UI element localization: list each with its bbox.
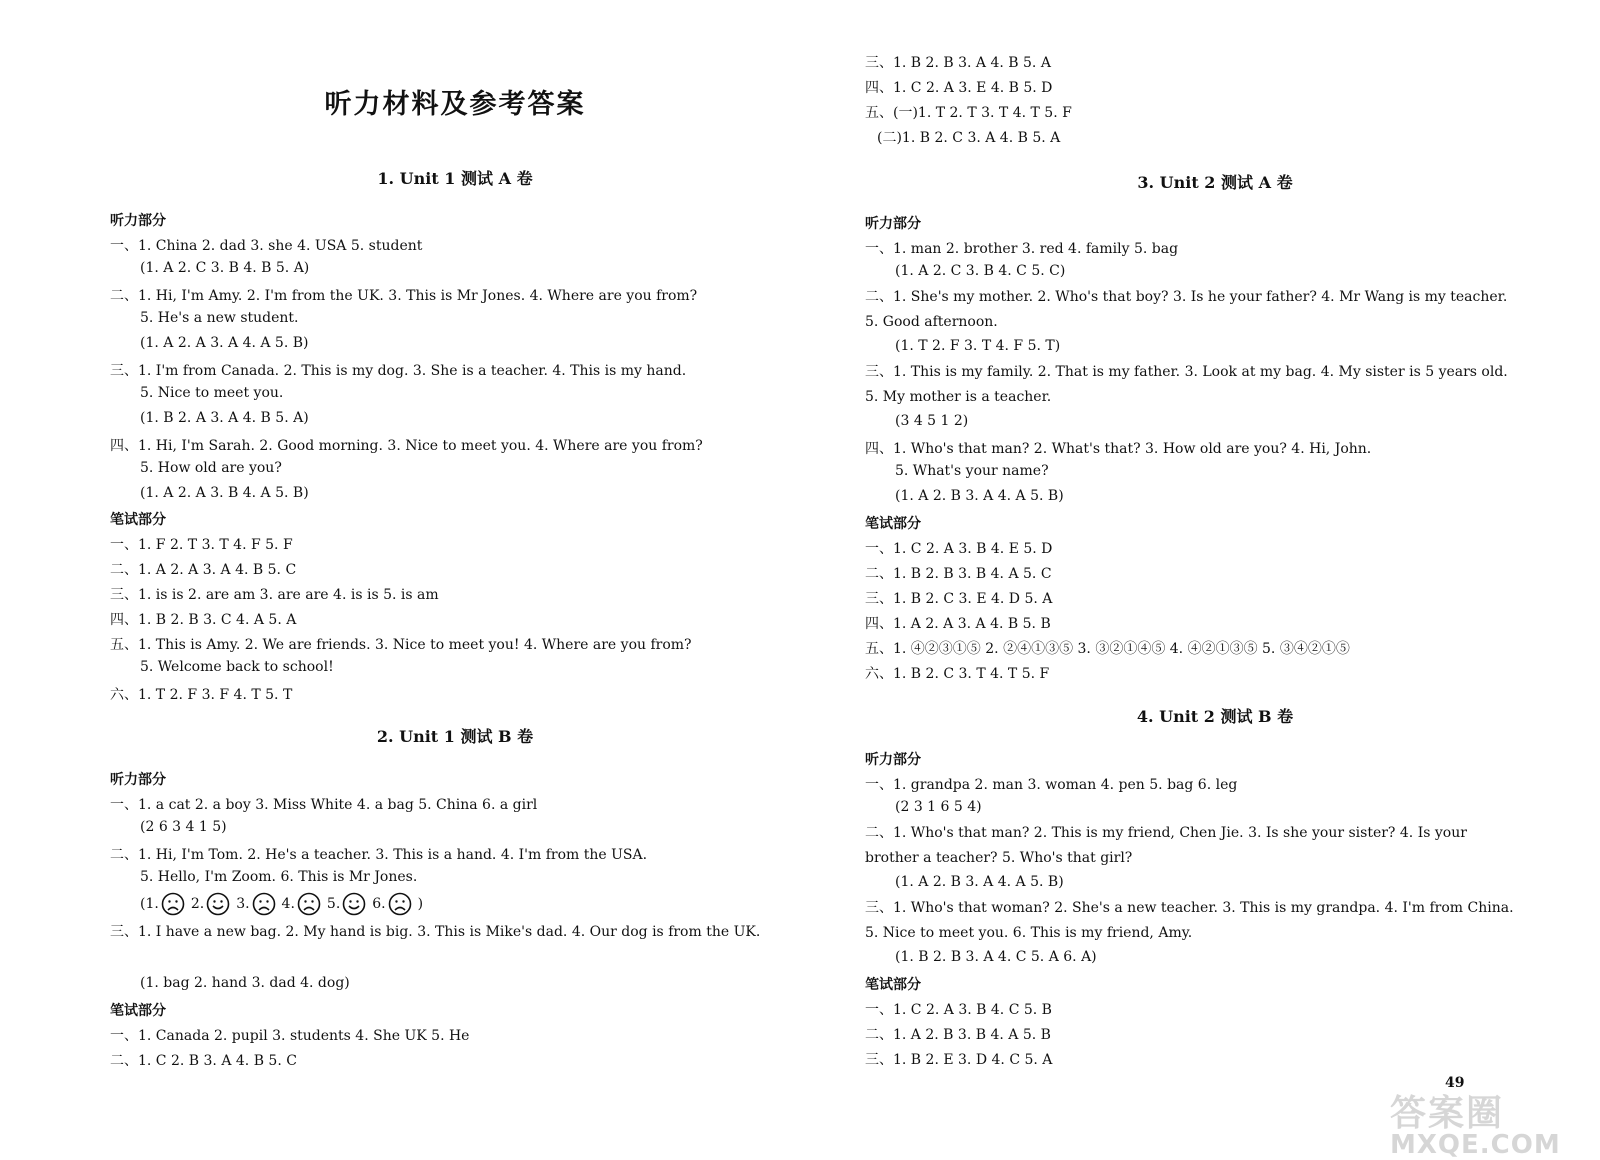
answer-line: 5. Welcome back to school! — [140, 659, 334, 675]
answer-line: (1. T 2. F 3. T 4. F 5. T) — [895, 338, 1061, 354]
written-label: 笔试部分 — [865, 516, 921, 532]
sad-face-icon — [372, 892, 411, 916]
smiley-face-icon — [327, 892, 366, 916]
page-title: 听力材料及参考答案 — [324, 89, 586, 120]
answer-line: 五、1. ④②③①⑤ 2. ②④①③⑤ 3. ③②①④⑤ 4. ④②①③⑤ 5. ③④②①⑤ — [865, 641, 1350, 657]
watermark-text: 答案圈 — [1390, 1093, 1505, 1134]
face-label: 3. — [236, 896, 250, 912]
face-label: 2. — [190, 896, 205, 912]
answer-line: 一、1. man 2. brother 3. red 4. family 5. bag — [865, 241, 1179, 257]
answer-line: 一、1. C 2. A 3. B 4. E 5. D — [865, 541, 1053, 557]
answer-line: 5. He's a new student. — [140, 310, 299, 326]
answer-line: 二、1. She's my mother. 2. Who's that boy? 3. Is he your father? 4. Mr Wang is my teacher. 5. Good afternoon. — [865, 289, 1508, 330]
answer-line: 三、1. I have a new bag. 2. My hand is big. 3. This is Mike's dad. 4. Our dog is from the UK. — [110, 924, 761, 940]
answer-line: (1. A 2. B 3. A 4. A 5. B) — [895, 874, 1064, 890]
answer-line: 四、1. Who's that man? 2. What's that? 3. How old are you? 4. Hi, John. — [865, 441, 1372, 457]
written-label: 笔试部分 — [865, 977, 921, 993]
listening-label: 听力部分 — [865, 752, 921, 768]
answer-line: 四、1. A 2. A 3. A 4. B 5. B — [865, 616, 1051, 632]
answer-line: 5. What's your name? — [895, 463, 1049, 479]
answer-line: (1. B 2. A 3. A 4. B 5. A) — [140, 410, 309, 426]
answer-line: 一、1. C 2. A 3. B 4. C 5. B — [865, 1002, 1052, 1018]
section-title: 1. Unit 1 测试 A 卷 — [377, 169, 533, 188]
answer-line: 六、1. B 2. C 3. T 4. T 5. F — [865, 666, 1050, 682]
section-title: 4. Unit 2 测试 B 卷 — [1136, 707, 1294, 726]
answer-line: 四、1. C 2. A 3. E 4. B 5. D — [865, 80, 1053, 96]
answer-line: 二、1. Hi, I'm Amy. 2. I'm from the UK. 3. This is Mr Jones. 4. Where are you from? — [110, 288, 698, 304]
answer-line: 三、1. B 2. B 3. A 4. B 5. A — [865, 55, 1051, 71]
face-label: (1. — [140, 896, 159, 912]
face-label: 4. — [281, 896, 295, 912]
answer-line: 一、1. Canada 2. pupil 3. students 4. She UK 5. He — [110, 1028, 470, 1044]
page-number: 49 — [1445, 1075, 1465, 1091]
answer-line: 六、1. T 2. F 3. F 4. T 5. T — [110, 687, 293, 703]
answer-line: (2 3 1 6 5 4) — [895, 799, 982, 815]
answer-line: 二、1. B 2. B 3. B 4. A 5. C — [865, 566, 1052, 582]
answer-line: (1. A 2. B 3. A 4. A 5. B) — [895, 488, 1064, 504]
answer-line: 二、1. C 2. B 3. A 4. B 5. C — [110, 1053, 297, 1069]
answer-line: 5. Hello, I'm Zoom. 6. This is Mr Jones. — [140, 869, 418, 885]
answer-line: 5. Nice to meet you. — [140, 385, 284, 401]
face-label: 5. — [326, 896, 341, 912]
answer-line: 五、(一)1. T 2. T 3. T 4. T 5. F — [865, 105, 1072, 121]
answer-line: 一、1. China 2. dad 3. she 4. USA 5. student — [110, 238, 423, 254]
answer-line: 二、1. A 2. B 3. B 4. A 5. B — [865, 1027, 1051, 1043]
answer-line: (1. bag 2. hand 3. dad 4. dog) — [140, 975, 350, 991]
answer-line: 三、1. B 2. C 3. E 4. D 5. A — [865, 591, 1053, 607]
written-label: 笔试部分 — [110, 1003, 166, 1019]
answer-line: 三、1. is is 2. are am 3. are are 4. is is 5. is am — [110, 587, 439, 603]
listening-label: 听力部分 — [110, 213, 166, 229]
answer-line: 5. How old are you? — [140, 460, 282, 476]
answer-line: (3 4 5 1 2) — [895, 413, 969, 429]
sad-face-icon — [140, 892, 185, 916]
answer-line: 四、1. Hi, I'm Sarah. 2. Good morning. 3. Nice to meet you. 4. Where are you from? — [110, 438, 703, 454]
listening-label: 听力部分 — [110, 772, 166, 788]
sad-face-icon — [282, 892, 321, 916]
answer-line: 一、1. a cat 2. a boy 3. Miss White 4. a bag 5. China 6. a girl — [110, 797, 538, 813]
answer-line: 二、1. A 2. A 3. A 4. B 5. C — [110, 562, 297, 578]
answer-line: (1. A 2. C 3. B 4. B 5. A) — [140, 260, 310, 276]
answer-line: (1. A 2. C 3. B 4. C 5. C) — [895, 263, 1066, 279]
written-label: 笔试部分 — [110, 512, 166, 528]
sad-face-icon — [236, 892, 275, 916]
listening-label: 听力部分 — [865, 216, 921, 232]
section-title: 2. Unit 1 测试 B 卷 — [376, 727, 534, 746]
answer-line: 三、1. Who's that woman? 2. She's a new teacher. 3. This is my grandpa. 4. I'm from China. 5. Nice to meet you. 6. This is my friend, Amy. — [865, 900, 1514, 941]
answer-line: 三、1. B 2. E 3. D 4. C 5. A — [865, 1052, 1053, 1068]
answer-line: 二、1. Hi, I'm Tom. 2. He's a teacher. 3. This is a hand. 4. I'm from the USA. — [110, 847, 648, 863]
face-answers — [140, 892, 423, 916]
answer-line: (2 6 3 4 1 5) — [140, 819, 227, 835]
answer-line: 四、1. B 2. B 3. C 4. A 5. A — [110, 612, 297, 628]
face-label: 6. — [372, 896, 386, 912]
watermark-url: MXQE.COM — [1390, 1130, 1561, 1160]
answer-line: 二、1. Who's that man? 2. This is my friend, Chen Jie. 3. Is she your sister? 4. Is your brother a teacher? 5. Who's that girl? — [865, 825, 1467, 866]
answer-line: 三、1. This is my family. 2. That is my father. 3. Look at my bag. 4. My sister is 5 years old. 5. My mother is a teacher. — [865, 364, 1508, 405]
face-close: ) — [417, 896, 424, 912]
answer-line: 五、1. This is Amy. 2. We are friends. 3. Nice to meet you! 4. Where are you from? — [110, 637, 692, 653]
answer-line: (1. B 2. B 3. A 4. C 5. A 6. A) — [895, 949, 1097, 965]
answer-line: 一、1. F 2. T 3. T 4. F 5. F — [110, 537, 293, 553]
answer-line: (1. A 2. A 3. B 4. A 5. B) — [140, 485, 309, 501]
answer-line: (二)1. B 2. C 3. A 4. B 5. A — [877, 130, 1061, 146]
answer-line: 一、1. grandpa 2. man 3. woman 4. pen 5. bag 6. leg — [865, 777, 1238, 793]
answer-line: 三、1. I'm from Canada. 2. This is my dog. 3. She is a teacher. 4. This is my hand. — [110, 363, 687, 379]
watermark-logo — [1390, 1085, 1590, 1160]
smiley-face-icon — [191, 892, 230, 916]
section-title: 3. Unit 2 测试 A 卷 — [1137, 173, 1293, 192]
answer-line: (1. A 2. A 3. A 4. A 5. B) — [140, 335, 309, 351]
